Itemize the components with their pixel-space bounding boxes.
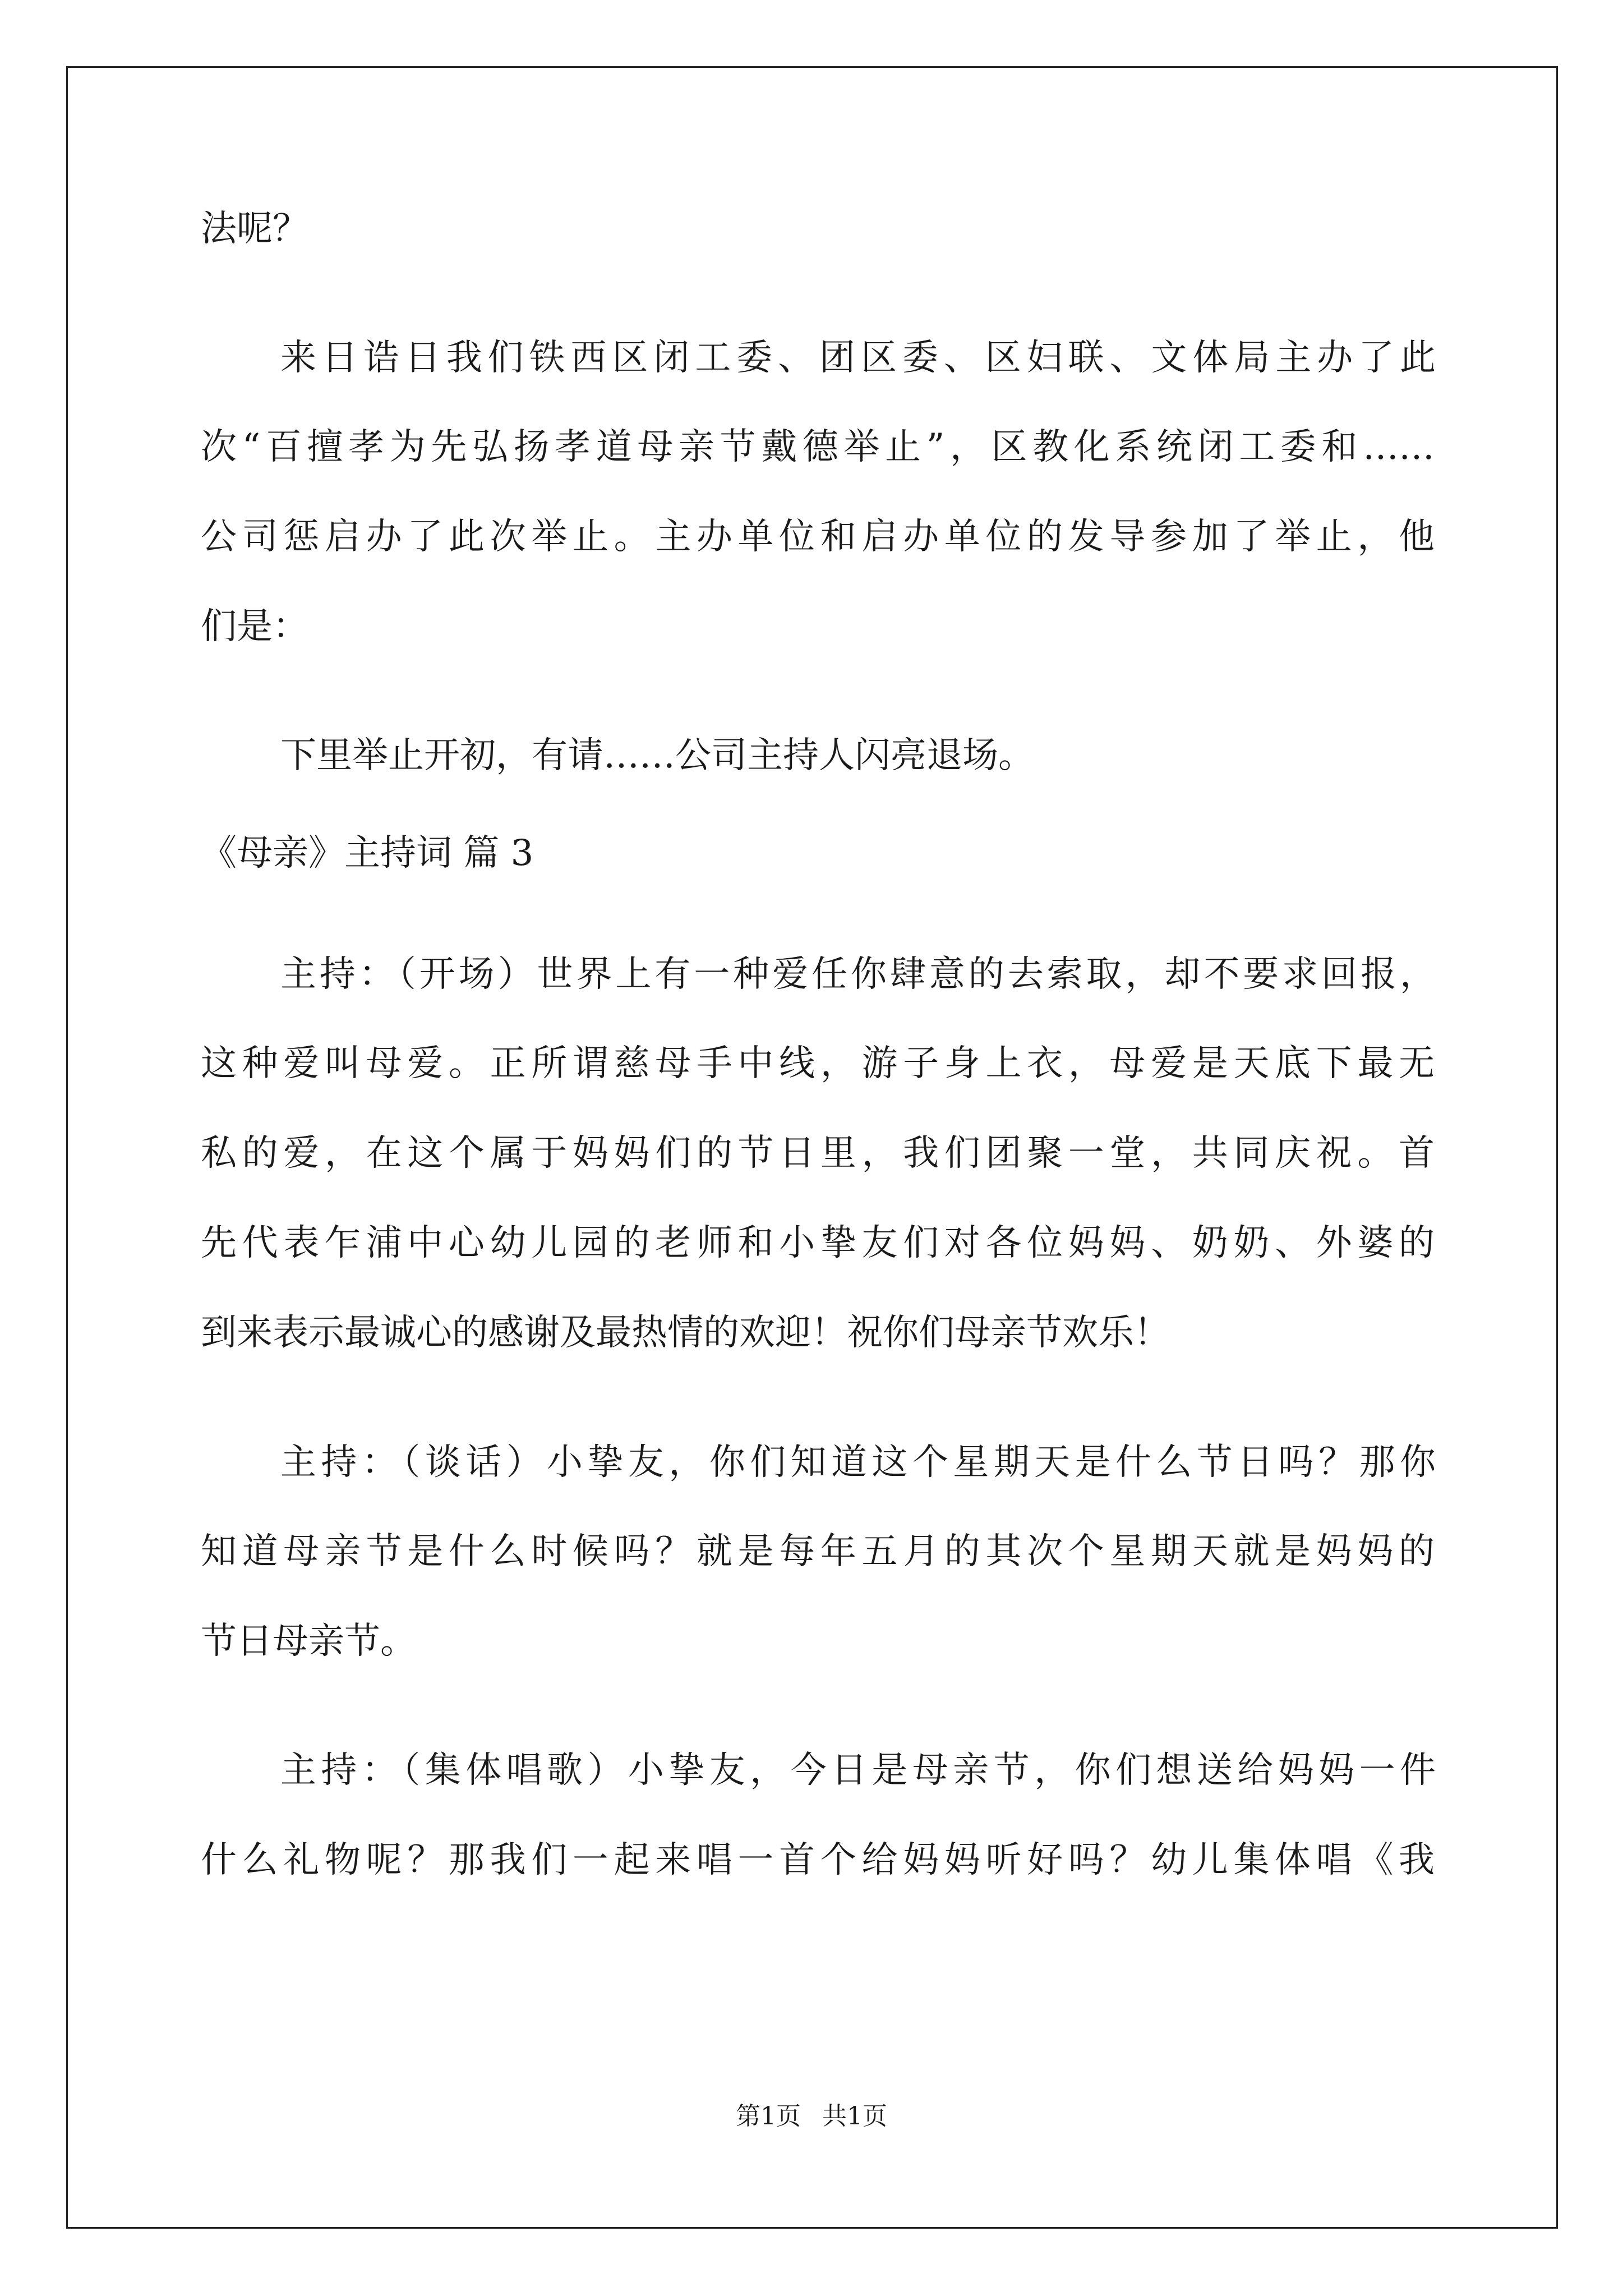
text-line: 先代表乍浦中心幼儿园的老师和小挚友们对各位妈妈、奶奶、外婆的 — [201, 1222, 1435, 1264]
text-line: 主持：（开场）世界上有一种爱任你肆意的去索取，却不要求回报， — [280, 954, 1436, 995]
text-line: 公司惩启办了此次举止。主办单位和启办单位的发导参加了举止，他 — [201, 516, 1435, 558]
page-footer — [0, 2101, 1623, 2132]
text-line: 知道母亲节是什么时候吗？就是每年五月的其次个星期天就是妈妈的 — [201, 1531, 1435, 1572]
text-line: 私的爱，在这个属于妈妈们的节日里，我们团聚一堂，共同庆祝。首 — [201, 1133, 1435, 1174]
text-line: 这种爱叫母爱。正所谓慈母手中线，游子身上衣，母爱是天底下最无 — [201, 1043, 1435, 1084]
text-line: 们是： — [201, 606, 308, 647]
text-line: 主持：（谈话）小挚友，你们知道这个星期天是什么节日吗？那你 — [280, 1442, 1436, 1483]
text-line: 节日母亲节。 — [201, 1621, 416, 1662]
section-heading: 《母亲》主持词 篇 3 — [201, 832, 534, 874]
page-total: 共1页 — [822, 2102, 887, 2131]
text-line: 到来表示最诚心的感谢及最热情的欢迎！祝你们母亲节欢乐！ — [201, 1312, 1170, 1354]
text-line: 法呢？ — [201, 208, 308, 250]
text-line: 来日诰日我们铁西区闭工委、团区委、区妇联、文体局主办了此 — [280, 337, 1436, 379]
text-line: 主持：（集体唱歌）小挚友，今日是母亲节，你们想送给妈妈一件 — [280, 1750, 1436, 1791]
text-line: 次“百擅孝为先弘扬孝道母亲节戴德举止”，区教化系统闭工委和…… — [201, 426, 1435, 468]
text-line: 下里举止开初，有请……公司主持人闪亮退场。 — [280, 735, 1034, 776]
text-line: 什么礼物呢？那我们一起来唱一首个给妈妈听好吗？幼儿集体唱《我 — [201, 1839, 1435, 1881]
page-number: 第1页 — [736, 2102, 801, 2131]
